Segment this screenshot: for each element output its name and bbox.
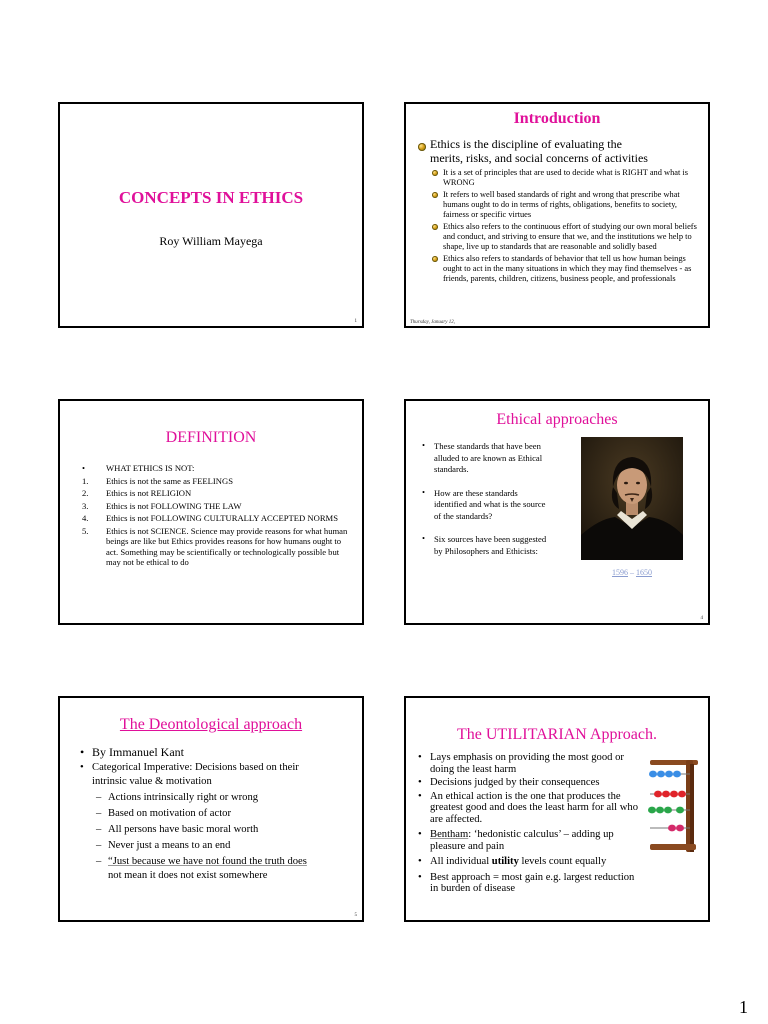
utilitarian-list xyxy=(418,752,640,897)
list-item-text: By Immanuel Kant xyxy=(92,745,184,759)
slide-number: 4 xyxy=(700,616,703,621)
list-item xyxy=(82,513,348,524)
list-item xyxy=(432,168,700,188)
bullet-dot-icon: • xyxy=(418,871,422,883)
gem-bullet-icon xyxy=(432,223,438,233)
quote-line-2: not mean it does not exist somewhere xyxy=(108,870,268,881)
dash-marker: – xyxy=(96,808,102,819)
slide-number: 1 xyxy=(354,319,357,324)
sub-list-item xyxy=(80,807,350,821)
list-item-text: Actions intrinsically right or wrong xyxy=(108,792,259,803)
list-item xyxy=(82,501,348,512)
list-item-text: Six sources have been suggested by Philosophers and Ethicists: xyxy=(434,534,547,556)
list-item-line-1: Categorical Imperative: Decisions based on their xyxy=(92,762,299,773)
slide-deontological-approach xyxy=(58,696,364,922)
list-marker: • xyxy=(82,463,86,473)
slide-title: The Deontological approach xyxy=(119,716,303,733)
list-item-text: How are these standards identified and what is the source of the standards? xyxy=(434,487,546,521)
slide-ethical-approaches xyxy=(404,399,710,625)
bullet-dot-icon: • xyxy=(80,745,85,759)
bullet-dot-icon: • xyxy=(422,533,426,543)
gem-bullet-icon xyxy=(432,191,438,201)
list-item-text: Never just a means to an end xyxy=(108,840,231,851)
main-bullet xyxy=(418,137,700,165)
bullet-dot-icon: • xyxy=(418,856,422,867)
list-item xyxy=(422,441,552,476)
list-item-text: Ethics is not the same as FEELINGS xyxy=(106,475,233,486)
dash-marker: – xyxy=(96,792,102,803)
sub-list-item xyxy=(80,839,350,853)
gem-bullet-icon xyxy=(418,140,426,154)
slide-title: Introduction xyxy=(513,110,601,127)
slide-footer-date: Thursday, January 12, xyxy=(410,320,455,325)
list-item xyxy=(418,777,640,789)
sub-list-item xyxy=(80,823,350,837)
slide-introduction xyxy=(404,102,710,328)
sub-list-item xyxy=(80,855,350,869)
dash-marker: – xyxy=(96,840,102,851)
list-item xyxy=(432,190,700,220)
slide-title: DEFINITION xyxy=(165,429,257,446)
dash-marker: – xyxy=(96,824,102,835)
slide-definition xyxy=(58,399,364,625)
bullet-dot-icon: • xyxy=(418,752,422,763)
list-item xyxy=(418,791,640,826)
slide-title: Ethical approaches xyxy=(496,411,618,428)
list-item-text: Ethics also refers to the continuous effort of studying our own moral beliefs and conduct, and striving to ensure that we, and the institutions we help to shape, live up to standards that are reasonable and solidly based xyxy=(443,222,697,251)
list-item-text: Ethics is not FOLLOWING THE LAW xyxy=(106,500,242,511)
dash-marker: – xyxy=(96,856,102,867)
list-item xyxy=(432,254,700,284)
gem-bullet-icon xyxy=(432,255,438,265)
utility-term: utility xyxy=(491,856,519,867)
list-item xyxy=(422,488,552,523)
list-item-text: An ethical action is the one that produces the greatest good and does the least harm for all who are affected. xyxy=(430,790,638,825)
page-number: 1 xyxy=(739,997,748,1017)
author-name: Roy William Mayega xyxy=(159,234,263,248)
list-item-text: Based on motivation of actor xyxy=(108,808,231,819)
gem-bullet-icon xyxy=(432,169,438,179)
list-item xyxy=(418,752,640,775)
bullet-dot-icon: • xyxy=(80,762,84,773)
list-item-text: : ‘hedonistic calculus’ – adding up pleasure and pain xyxy=(430,829,614,852)
bentham-term: Bentham xyxy=(430,829,469,840)
slide-title: CONCEPTS IN ETHICS xyxy=(118,188,304,207)
list-item-text: Ethics is not RELIGION xyxy=(106,488,192,498)
definition-list xyxy=(82,463,348,570)
list-marker: 2. xyxy=(82,488,89,498)
bullet-dot-icon: • xyxy=(418,829,422,840)
slide-number: 5 xyxy=(354,913,357,918)
bullet-dot-icon: • xyxy=(418,790,422,802)
list-marker: 1. xyxy=(82,475,89,486)
main-bullet-line-2: merits, risks, and social concerns of activities xyxy=(430,151,648,165)
sub-list-item-continued xyxy=(80,869,350,883)
list-item-text: Lays emphasis on providing the most good or doing the least harm xyxy=(430,752,624,775)
year-end-link[interactable]: 1650 xyxy=(636,568,652,577)
list-item-text: All persons have basic moral worth xyxy=(108,824,259,835)
approaches-list xyxy=(422,441,552,569)
year-start-link[interactable]: 1596 xyxy=(612,568,628,577)
list-item-line-2: intrinsic value & motivation xyxy=(92,776,212,787)
list-item-text-end: levels count equally xyxy=(518,856,607,867)
list-item xyxy=(82,526,348,568)
list-item xyxy=(418,872,640,895)
quote-line-1: “Just because we have not found the truth does xyxy=(108,856,307,867)
bullet-dot-icon: • xyxy=(422,486,426,497)
year-separator: – xyxy=(628,568,636,577)
list-item-text: It refers to well based standards of right and wrong that prescribe what humans ought to do in terms of rights, obligations, benefits to society, fairness or specific virtues xyxy=(443,190,680,219)
list-item-text: Ethics is not FOLLOWING CULTURALLY ACCEPTED NORMS xyxy=(106,513,338,523)
list-item-text: All individual xyxy=(430,856,492,867)
sub-bullet-list xyxy=(432,168,700,286)
list-item-text: It is a set of principles that are used to decide what is RIGHT and what is WRONG xyxy=(443,168,688,187)
sub-list-item xyxy=(80,791,350,805)
slide-utilitarian-approach xyxy=(404,696,710,922)
list-item xyxy=(82,476,348,487)
list-item-text: Ethics is not SCIENCE. Science may provide reasons for what human beings are like but Ethics provides reasons for how humans ought to act. Something may be scientifically or technologically possible but may not be ethical to do xyxy=(106,525,348,567)
list-marker: 5. xyxy=(82,525,89,536)
slide-title: The UTILITARIAN Approach. xyxy=(457,726,657,743)
list-item-text: WHAT ETHICS IS NOT: xyxy=(106,463,195,473)
list-item xyxy=(422,534,552,557)
deontological-list xyxy=(80,745,350,883)
bullet-dot-icon: • xyxy=(418,777,422,788)
main-bullet-line-1: Ethics is the discipline of evaluating the xyxy=(430,137,622,151)
list-item xyxy=(432,222,700,252)
list-item xyxy=(418,856,640,868)
list-item-text: Ethics also refers to standards of behavior that tell us how human beings ought to act in the many situations in which they may find themselves - as friends, parents, children, citizens, business people, and professionals xyxy=(443,254,692,283)
slide-concepts-in-ethics xyxy=(58,102,364,328)
list-item xyxy=(82,488,348,499)
list-item xyxy=(80,745,350,759)
bullet-dot-icon: • xyxy=(422,440,426,450)
abacus-icon xyxy=(646,758,702,854)
philosopher-portrait-image xyxy=(581,437,683,560)
list-item xyxy=(418,829,640,852)
list-item-text: Decisions judged by their consequences xyxy=(430,777,600,788)
list-item xyxy=(82,463,348,474)
list-marker: 4. xyxy=(82,513,89,523)
list-item-text: These standards that have been alluded to are known as Ethical standards. xyxy=(434,441,543,474)
list-item-text: Best approach = most gain e.g. largest reduction in burden of disease xyxy=(430,871,635,894)
list-item xyxy=(80,761,350,789)
lifespan-years xyxy=(581,568,683,577)
list-marker: 3. xyxy=(82,500,89,511)
